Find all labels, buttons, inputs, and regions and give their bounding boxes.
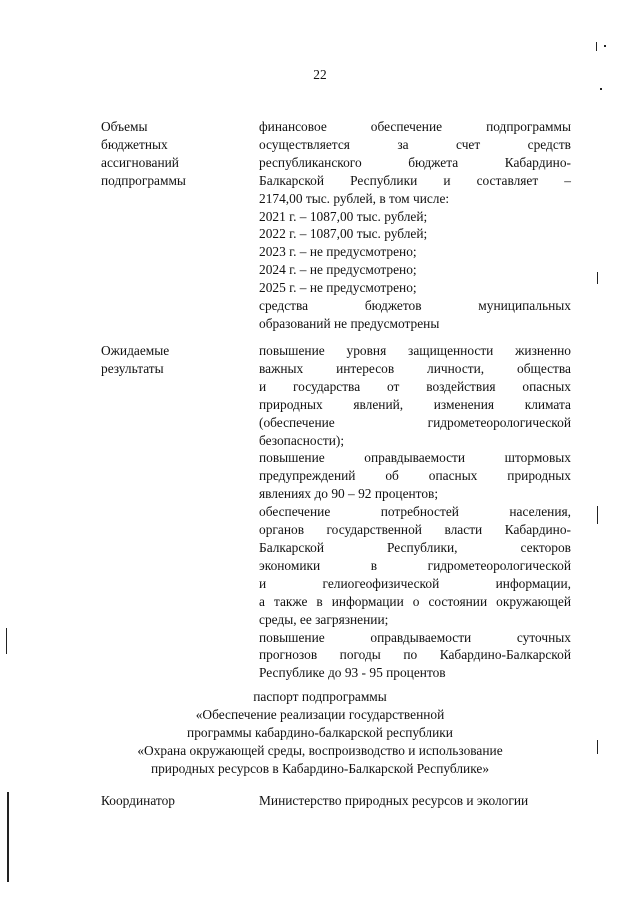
scan-mark	[6, 628, 7, 654]
content-line: 2021 г. – 1087,00 тыс. рублей;	[259, 208, 428, 224]
label-line: Ожидаемые	[101, 343, 170, 358]
content-line: образований не предусмотрены	[259, 315, 440, 331]
scan-mark	[604, 45, 606, 47]
content-line: природных явлений, изменения климата	[259, 396, 571, 412]
content-line: средства бюджетов муниципальных	[259, 298, 571, 314]
scan-mark	[600, 88, 602, 90]
scan-mark	[597, 506, 598, 524]
content-line: 2024 г. – не предусмотрено;	[259, 262, 417, 278]
title-line: «Обеспечение реализации государственной	[195, 706, 445, 722]
content-line: финансовое обеспечение подпрограммы	[259, 119, 571, 134]
content-line: 2174,00 тыс. рублей, в том числе:	[259, 190, 450, 206]
title-line: «Охрана окружающей среды, воспроизводство и использование	[137, 742, 503, 758]
content-line: экономики в гидрометеорологической	[259, 557, 571, 573]
results-content	[259, 342, 571, 682]
content-line: повышение оправдываемости штормовых	[259, 450, 571, 466]
content-line: предупреждений об опасных природных	[259, 468, 571, 484]
title-line: программы кабардино-балкарской республики	[187, 724, 453, 740]
scan-mark	[7, 792, 9, 882]
results-label	[101, 342, 241, 378]
content-line: и гелиогеофизической информации,	[259, 575, 571, 591]
content-line: обеспечение потребностей населения,	[259, 504, 571, 520]
scan-mark	[597, 272, 598, 284]
content-line: безопасности);	[259, 432, 345, 448]
funding-label	[101, 118, 241, 190]
scan-mark	[596, 42, 597, 51]
content-line: Республике до 93 - 95 процентов	[259, 665, 446, 681]
content-line: среды, ее загрязнении;	[259, 611, 389, 627]
content-line: и государства от воздействия опасных	[259, 378, 571, 394]
label-line: ассигнований	[101, 154, 179, 170]
content-line: 2023 г. – не предусмотрено;	[259, 244, 417, 260]
content-line: 2025 г. – не предусмотрено;	[259, 280, 417, 296]
content-line: явлениях до 90 – 92 процентов;	[259, 486, 439, 502]
content-line: повышение оправдываемости суточных	[259, 629, 571, 645]
content-line: (обеспечение гидрометеорологической	[259, 414, 571, 430]
content-line: повышение уровня защищенности жизненно	[259, 343, 571, 358]
content-line: Балкарской Республики и составляет –	[259, 172, 571, 188]
coordinator-value: Министерство природных ресурсов и экологии	[259, 793, 529, 808]
coordinator-label: Координатор	[101, 793, 175, 808]
title-line: паспорт подпрограммы	[253, 689, 387, 704]
label-line: подпрограммы	[101, 172, 186, 188]
title-line: природных ресурсов в Кабардино-Балкарской Республике»	[150, 760, 490, 776]
page-number: 22	[313, 67, 327, 82]
content-line: прогнозов погоды по Кабардино-Балкарской	[259, 647, 571, 663]
label-line: результаты	[101, 360, 164, 376]
content-line: Балкарской Республики, секторов	[259, 539, 571, 555]
content-line: а также в информации о состоянии окружающей	[259, 593, 571, 609]
content-line: 2022 г. – 1087,00 тыс. рублей;	[259, 226, 428, 242]
content-line: органов государственной власти Кабардино-	[259, 522, 571, 538]
label-line: Объемы	[101, 119, 148, 134]
scan-mark	[597, 740, 598, 754]
subprogram-title	[0, 688, 640, 778]
label-line: бюджетных	[101, 136, 168, 152]
funding-content	[259, 118, 571, 333]
content-line: важных интересов личности, общества	[259, 360, 571, 376]
content-line: республиканского бюджета Кабардино-	[259, 154, 571, 170]
content-line: осуществляется за счет средств	[259, 136, 571, 152]
